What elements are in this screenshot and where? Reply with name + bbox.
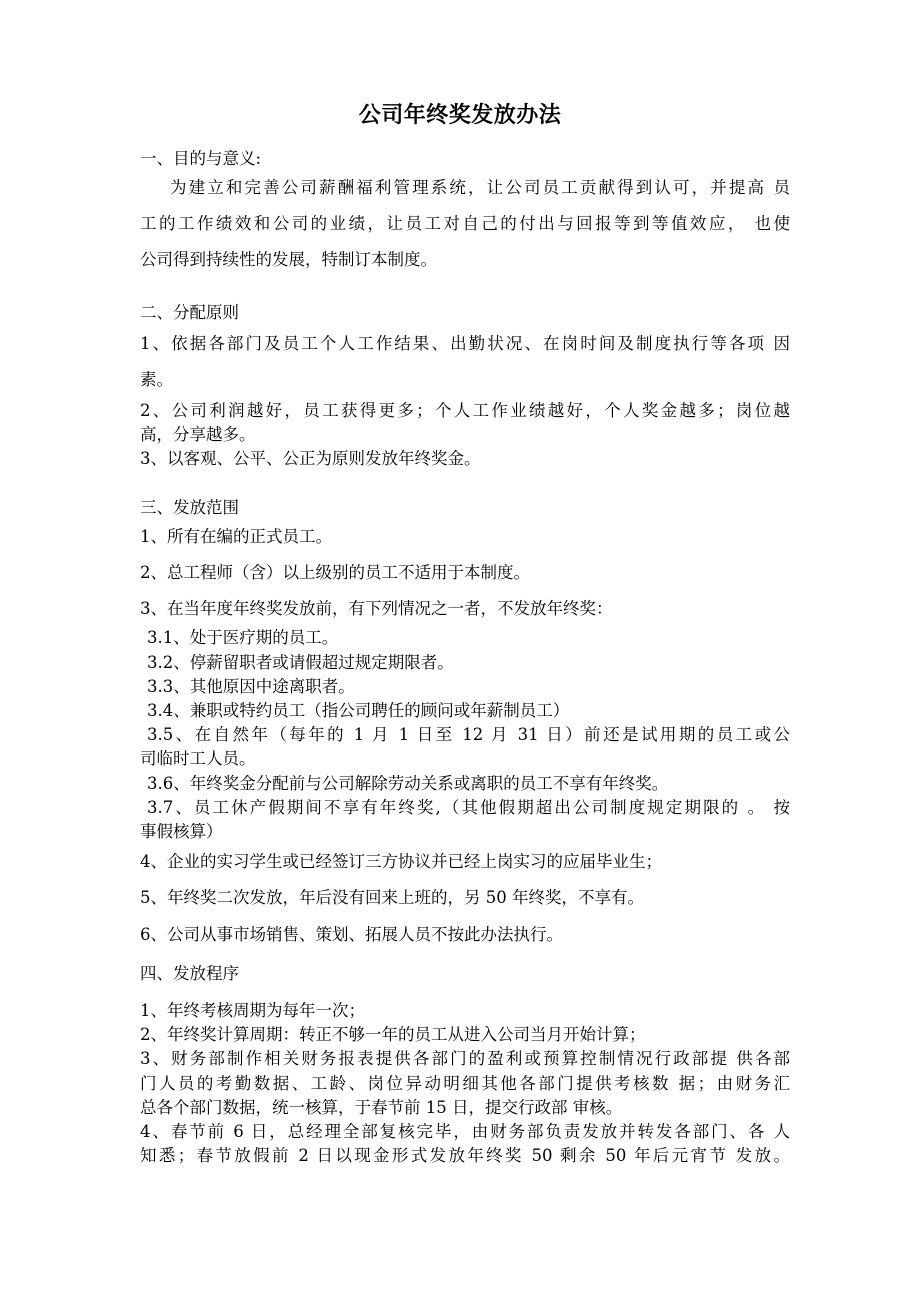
- list-item: 1、依据各部门及员工个人工作结果、出勤状况、在岗时间及制度执行等各项 因: [140, 334, 790, 353]
- paragraph-line: 工的工作绩效和公司的业绩，让员工对自己的付出与回报等到等值效应， 也使: [140, 214, 790, 233]
- list-item: 4、春节前 6 日，总经理全部复核完毕，由财务部负责发放并转发各部门、各 人: [140, 1122, 790, 1141]
- list-item: 3、财务部制作相关财务报表提供各部门的盈利或预算控制情况行政部提 供各部: [140, 1049, 790, 1068]
- list-item: 1、年终考核周期为每年一次；: [140, 1001, 365, 1020]
- sub-list-item: 3.6、年终奖金分配前与公司解除劳动关系或离职的员工不享有年终奖。: [147, 774, 669, 793]
- sub-list-item: 3.7、员工休产假期间不享有年终奖,（其他假期超出公司制度规定期限的 。 按: [147, 798, 790, 817]
- sub-list-item: 3.1、处于医疗期的员工。: [147, 628, 339, 647]
- sub-list-item-continuation: 事假核算）: [140, 822, 223, 841]
- list-item: 6、公司从事市场销售、策划、拓展人员不按此办法执行。: [140, 925, 563, 944]
- list-item: 3、在当年度年终奖发放前，有下列情况之一者，不发放年终奖：: [140, 599, 613, 618]
- sub-list-item: 3.5、在自然年（每年的 1 月 1 日至 12 月 31 日）前还是试用期的员工或公: [147, 725, 790, 744]
- list-item: 2、年终奖计算周期：转正不够一年的员工从进入公司当月开始计算；: [140, 1025, 646, 1044]
- sub-list-item: 3.3、其他原因中途离职者。: [147, 677, 355, 696]
- list-item: 5、年终奖二次发放，年后没有回来上班的，另 50 年终奖，不享有。: [140, 888, 644, 907]
- list-item: 3、以客观、公平、公正为原则发放年终奖金。: [140, 449, 481, 468]
- sub-list-item: 3.4、兼职或特约员工（指公司聘任的顾问或年薪制员工）: [147, 701, 570, 720]
- list-item-continuation: 门人员的考勤数据、工龄、岗位异动明细其他各部门提供考核数 据；由财务汇: [140, 1074, 790, 1093]
- section-heading-scope: 三、发放范围: [140, 498, 239, 517]
- list-item: 2、总工程师（含）以上级别的员工不适用于本制度。: [140, 563, 530, 582]
- paragraph-line: 为建立和完善公司薪酬福利管理系统，让公司员工贡献得到认可，并提高 员: [170, 178, 790, 197]
- list-item-continuation: 总各个部门数据，统一核算，于春节前 15 日，提交行政部 审核。: [140, 1098, 623, 1117]
- section-heading-procedure: 四、发放程序: [140, 964, 239, 983]
- list-item: 2、公司利润越好，员工获得更多；个人工作业绩越好，个人奖金越多；岗位越: [140, 401, 790, 420]
- list-item-continuation: 知悉；春节放假前 2 日以现金形式发放年终奖 50 剩余 50 年后元宵节 发放。: [140, 1146, 790, 1165]
- list-item-continuation: 素。: [140, 370, 173, 389]
- list-item-continuation: 高，分享越多。: [140, 425, 256, 444]
- section-heading-purpose: 一、目的与意义:: [140, 149, 262, 168]
- document-title: 公司年终奖发放办法: [358, 102, 562, 128]
- paragraph-line: 公司得到持续性的发展，特制订本制度。: [140, 250, 437, 269]
- list-item: 4、企业的实习学生或已经签订三方协议并已经上岗实习的应届毕业生；: [140, 852, 662, 871]
- list-item: 1、所有在编的正式员工。: [140, 527, 332, 546]
- sub-list-item-continuation: 司临时工人员。: [140, 749, 256, 768]
- sub-list-item: 3.2、停薪留职者或请假超过规定期限者。: [147, 653, 454, 672]
- section-heading-principles: 二、分配原则: [140, 303, 239, 322]
